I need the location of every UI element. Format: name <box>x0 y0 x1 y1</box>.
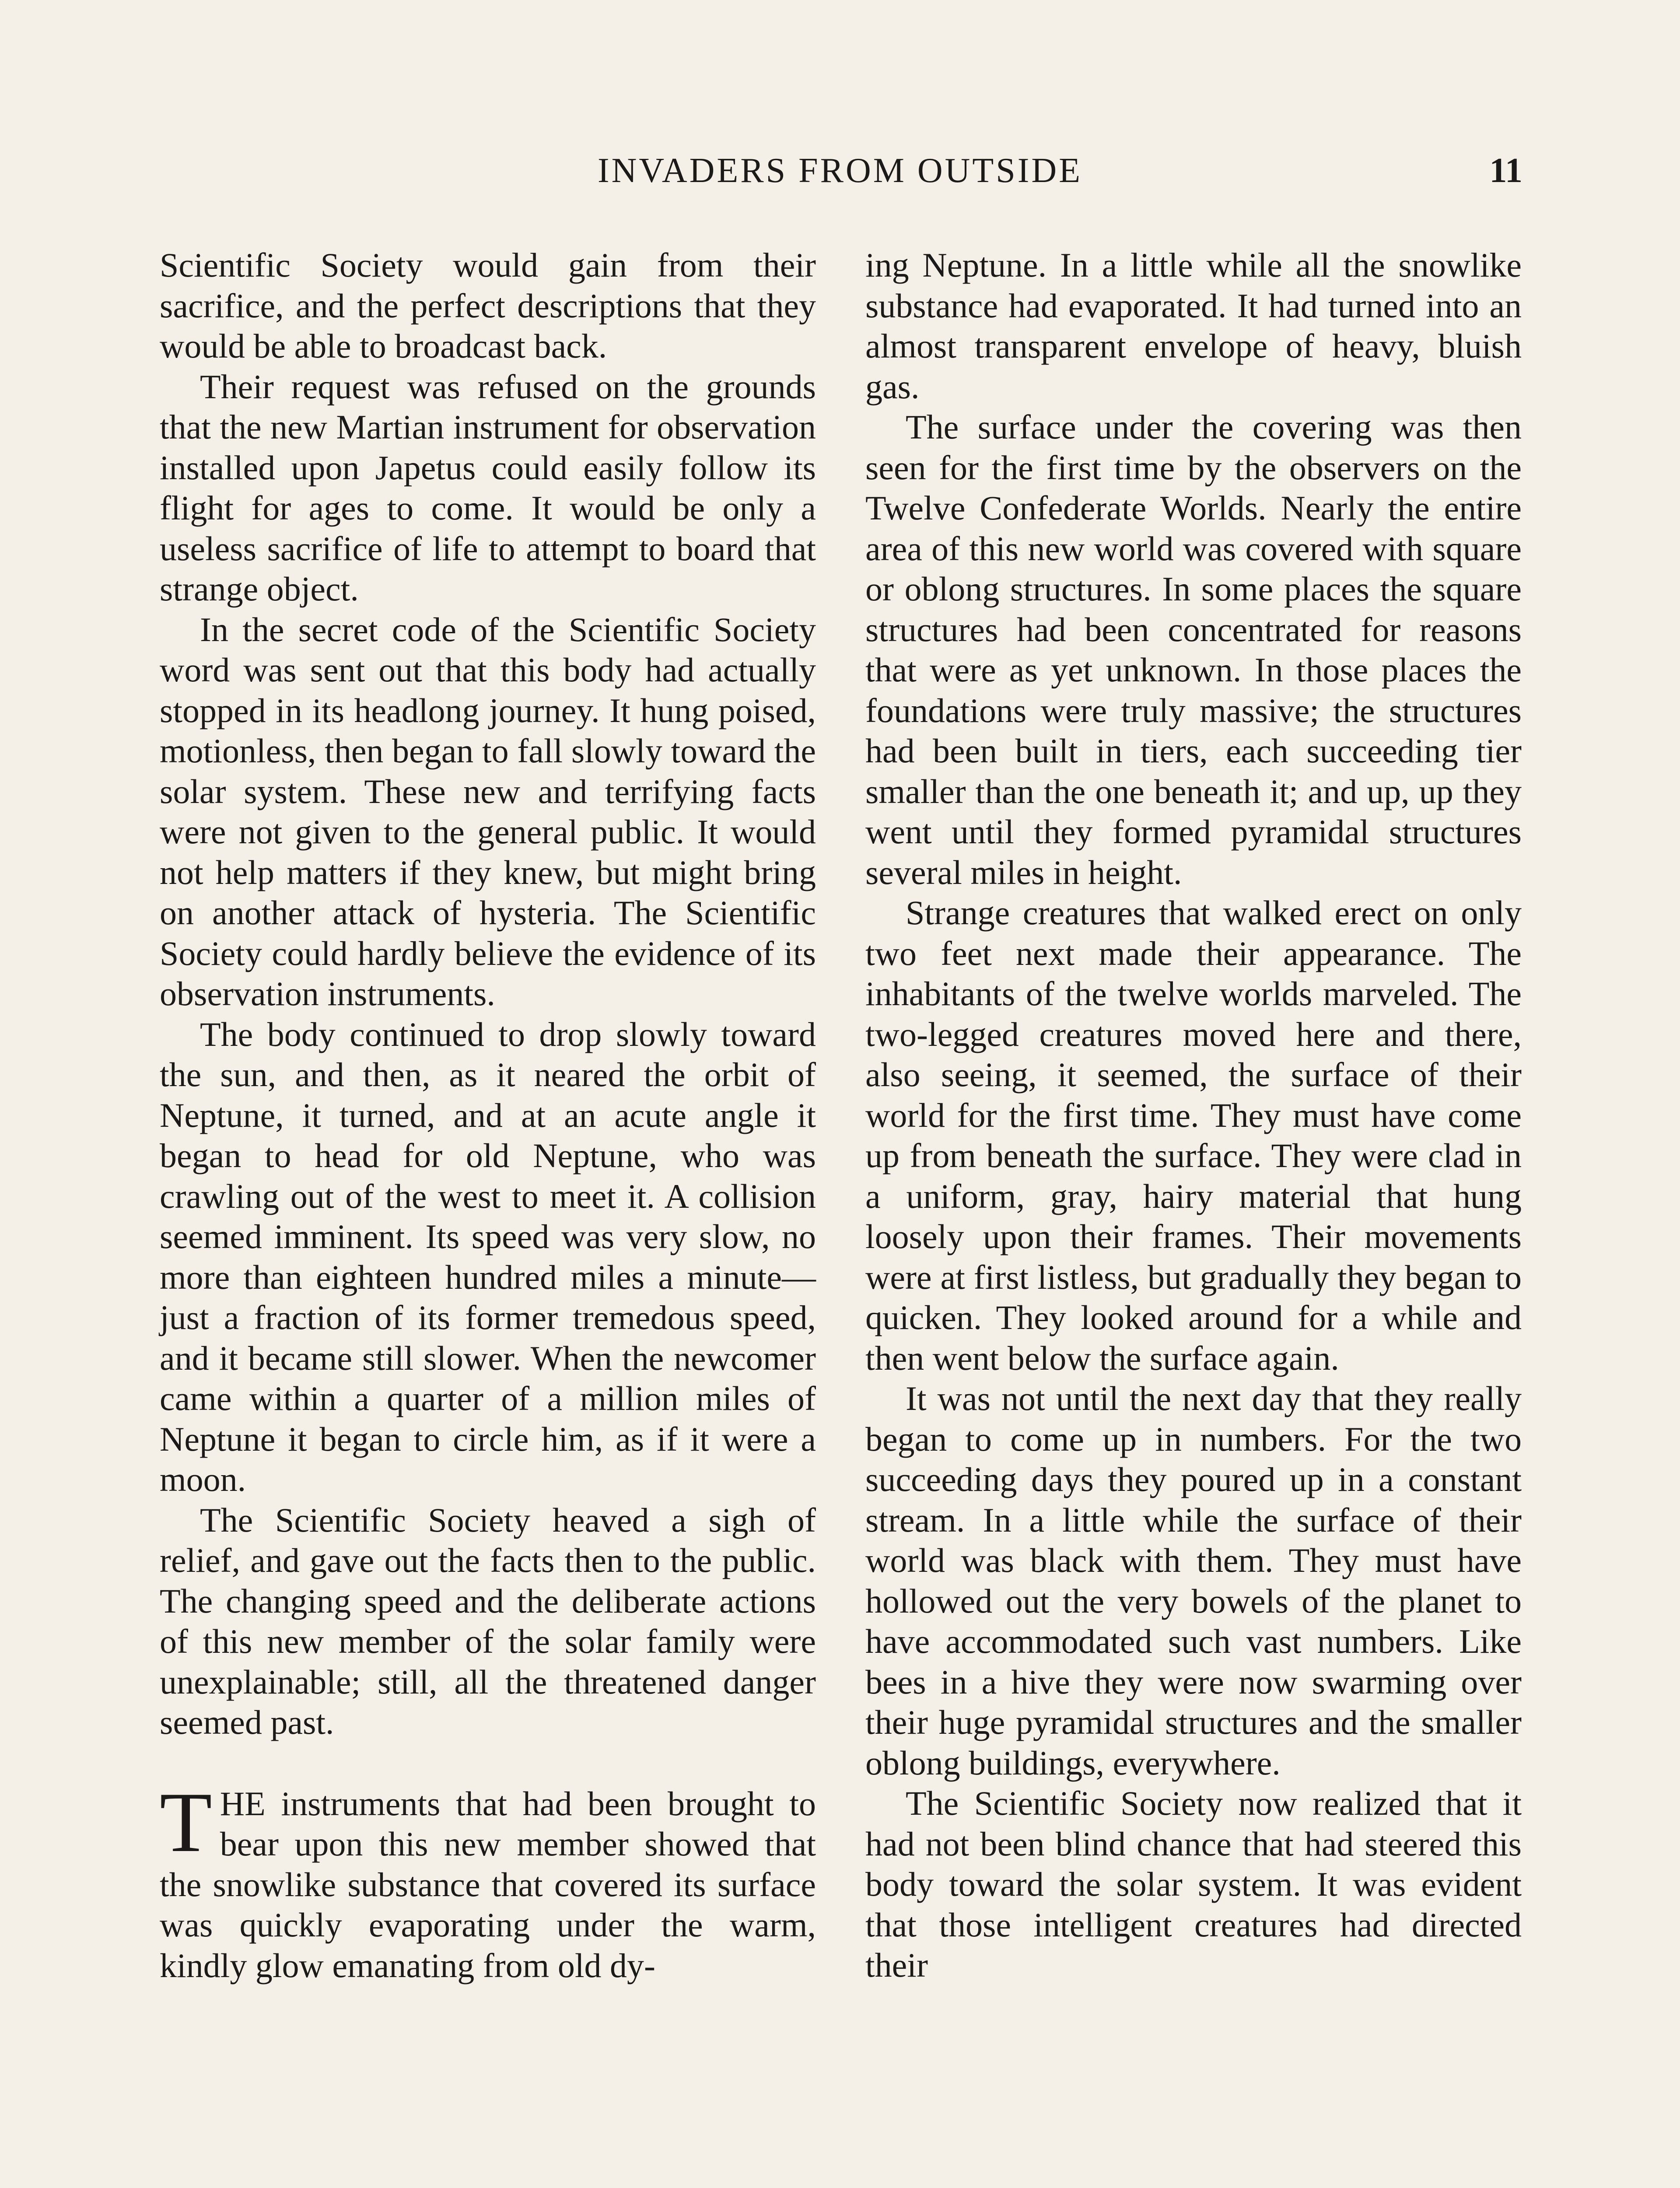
page-header <box>158 151 1522 203</box>
paragraph: ing Neptune. In a little while all the snowlike substance had evaporated. It had turned into an almost transparent envelope of heavy, bluish gas. <box>865 246 1522 406</box>
paragraph: Strange creatures that walked erect on only two feet next made their appearance. The inhabitants of the twelve worlds marveled. The two-legged creatures moved here and there, also seeing, it seemed, the surface of their world for the first time. They must have come up from beneath the surface. They were clad in a uniform, gray, hairy material that hung loosely upon their frames. Their movements were at first listless, but gradually they began to quicken. They looked around for a while and then went below the surface again. <box>865 894 1522 1377</box>
paragraph-text: HE instruments that had been brought to bear upon this new member showed that the snowlike substance that covered its surface was quickly evaporating under the warm, kindly glow emanating from old dy- <box>160 1784 816 1985</box>
drop-cap: T <box>160 1774 212 1870</box>
right-column <box>865 245 1522 1986</box>
left-column <box>160 245 816 1986</box>
page-number: 11 <box>1489 151 1522 190</box>
paragraph: In the secret code of the Scientific Society word was sent out that this body had actually stopped in its headlong journey. It hung poised, motionless, then began to fall slowly toward the solar system. These new and terrifying facts were not given to the general public. It would not help matters if they knew, but might bring on another attack of hysteria. The Scientific Society could hardly believe the evidence of its observation instruments. <box>160 610 816 1013</box>
paragraph: Their request was refused on the grounds that the new Martian instrument for observation installed upon Japetus could easily follow its flight for ages to come. It would be only a useless sacrifice of life to attempt to board that strange object. <box>160 367 816 608</box>
paragraph: The Scientific Society now realized that it had not been blind chance that had steered this body toward the solar system. It was evident that those intelligent creatures had directed their <box>865 1784 1522 1984</box>
paragraph: It was not until the next day that they really began to come up in numbers. For the two succeeding days they poured up in a constant stream. In a little while the surface of their world was black with them. They must have hollowed out the very bowels of the planet to have accommodated such vast numbers. Like bees in a hive they were now swarming over their huge pyramidal structures and the smaller oblong buildings, everywhere. <box>865 1379 1522 1782</box>
paragraph: Scientific Society would gain from their sacrifice, and the perfect descriptions that they would be able to broadcast back. <box>160 246 816 365</box>
paragraph: The body continued to drop slowly toward the sun, and then, as it neared the orbit of Neptune, it turned, and at an acute angle it began to head for old Neptune, who was crawling out of the west to meet it. A collision seemed imminent. Its speed was very slow, no more than eighteen hundred miles a minute—just a fraction of its former tremedous speed, and it became still slower. When the newcomer came within a quarter of a million miles of Neptune it began to circle him, as if it were a moon. <box>160 1015 816 1498</box>
running-head: INVADERS FROM OUTSIDE <box>597 151 1083 190</box>
paragraph: The surface under the covering was then seen for the first time by the observers on the Twelve Confederate Worlds. Nearly the entire area of this new world was covered with square or oblong structures. In some places the square structures had been concentrated for reasons that were as yet unknown. In those places the foundations were truly massive; the structures had been built in tiers, each succeeding tier smaller than the one beneath it; and up, up they went until they formed pyramidal structures several miles in height. <box>865 408 1522 891</box>
dropcap-paragraph <box>160 1774 816 1986</box>
paragraph: The Scientific Society heaved a sigh of relief, and gave out the facts then to the public. The changing speed and the deliberate actions of this new member of the solar family were unexplainable; still, all the threatened danger seemed past. <box>160 1501 816 1741</box>
